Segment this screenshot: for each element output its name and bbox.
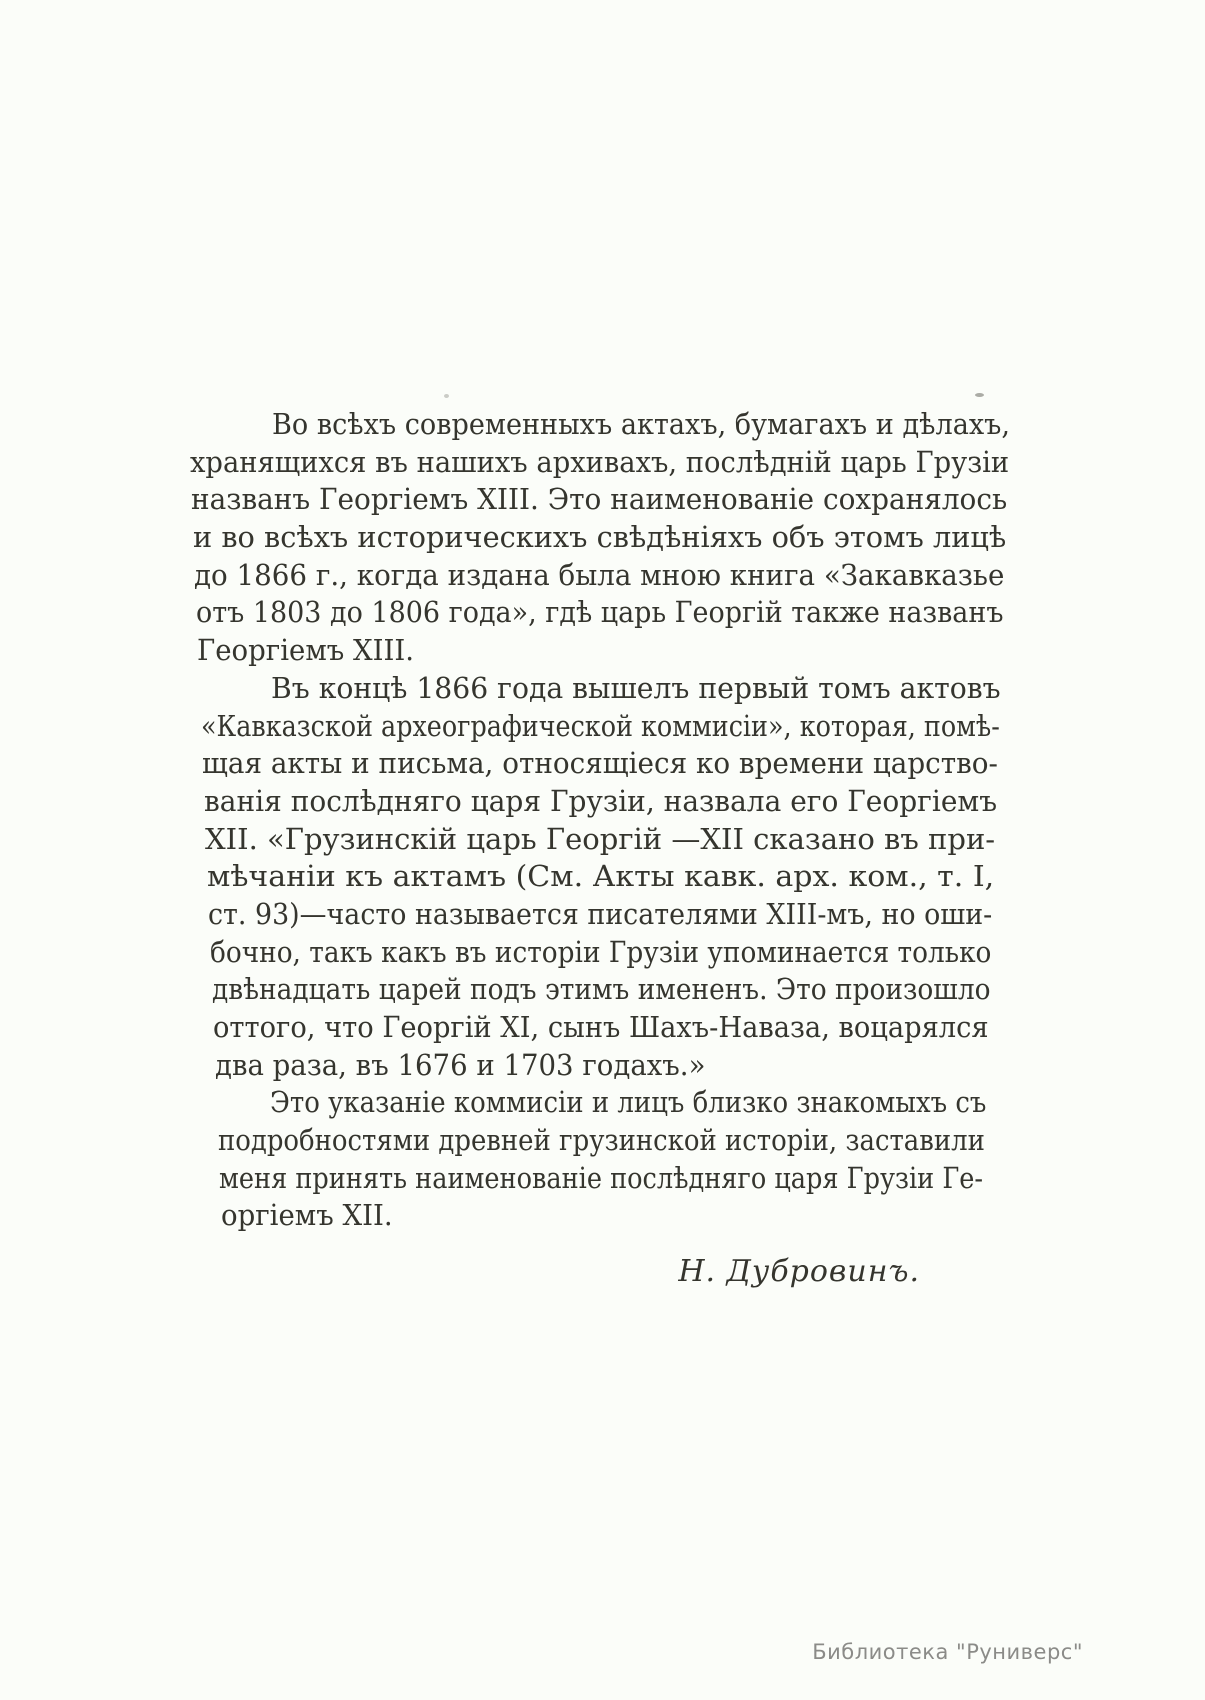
- text-line: [191, 481, 1007, 519]
- text-line-content: ванія послѣдняго царя Грузіи, назвала его Георгіемъ: [203, 783, 997, 818]
- text-line: [210, 934, 991, 972]
- text-line-content: Въ концѣ 1866 года вышелъ первый томъ актовъ: [271, 670, 1001, 705]
- text-line-content: ст. 93)—часто называется писателями XIII-мъ, но оши-: [208, 896, 993, 931]
- text-block: [188, 406, 1018, 1235]
- text-line: [216, 1084, 986, 1122]
- text-line: [202, 745, 998, 783]
- text-line-content: «Кавказской археографической коммисіи», которая, помѣ-: [200, 708, 1000, 743]
- text-line-content: бочно, такъ какъ въ исторіи Грузіи упоминается только: [209, 934, 992, 969]
- text-line-content: мѣчаніи къ актамъ (См. Акты кавк. арх. ком., т. I,: [206, 859, 995, 894]
- text-line-content: двѣнадцать царей подъ этимъ имененъ. Это произошло: [211, 972, 991, 1007]
- text-line: [212, 971, 991, 1009]
- text-line: [213, 1009, 989, 1047]
- author-signature-text: Н. Дубровинъ.: [678, 1254, 920, 1289]
- text-line-content: щая акты и письма, относящіеся ко времени царство-: [202, 746, 999, 781]
- text-line: [218, 1122, 985, 1160]
- text-line: [190, 444, 1009, 482]
- text-line-content: отъ 1803 до 1806 года», гдѣ царь Георгій также названъ: [195, 595, 1004, 630]
- text-line-content: хранящихся въ нашихъ архивахъ, послѣдній царь Грузіи: [189, 444, 1009, 479]
- text-line: [219, 1160, 983, 1198]
- text-line: [188, 406, 1010, 444]
- author-signature: [188, 1253, 920, 1291]
- text-line-content: названъ Георгіемъ XIII. Это наименованіе сохранялось: [191, 482, 1008, 517]
- text-line: [196, 594, 1004, 632]
- text-line: [199, 670, 1001, 708]
- text-line-content: два раза, въ 1676 и 1703 годахъ.»: [214, 1047, 706, 1082]
- text-line-content: оргіемъ XII.: [220, 1198, 393, 1233]
- text-line: [215, 1047, 988, 1085]
- text-line-content: Это указаніе коммисіи и лицъ близко знакомыхъ съ: [269, 1085, 987, 1120]
- text-line: [194, 557, 1004, 595]
- library-watermark: Библиотека "Руниверс": [812, 1640, 1083, 1664]
- scan-speck: [975, 393, 984, 397]
- text-line: [201, 708, 1000, 746]
- text-line: [208, 896, 992, 934]
- text-line: [207, 858, 994, 896]
- text-line-content: подробностями древней грузинской исторіи, заставили: [217, 1123, 985, 1158]
- text-line-content: до 1866 г., когда издана была мною книга «Закавказье: [194, 557, 1005, 592]
- text-line-content: оттого, что Георгій XI, сынъ Шахъ-Наваза, воцарялся: [213, 1010, 989, 1044]
- text-line: [193, 519, 1006, 557]
- text-line-content: и во всѣхъ историческихъ свѣдѣніяхъ объ этомъ лицѣ: [192, 520, 1006, 555]
- text-line: [197, 632, 1002, 670]
- text-line-content: XII. «Грузинскій царь Георгій —XII сказано въ при-: [205, 821, 996, 856]
- text-line: [204, 783, 997, 821]
- text-line-content: Во всѣхъ современныхъ актахъ, бумагахъ и дѣлахъ,: [272, 407, 1010, 441]
- text-line-content: меня принять наименованіе послѣдняго царя Грузіи Ге-: [219, 1160, 984, 1195]
- text-line: [205, 821, 995, 859]
- text-line-content: Георгіемъ XIII.: [197, 633, 415, 668]
- scan-speck: [444, 394, 449, 398]
- text-line: [221, 1197, 982, 1235]
